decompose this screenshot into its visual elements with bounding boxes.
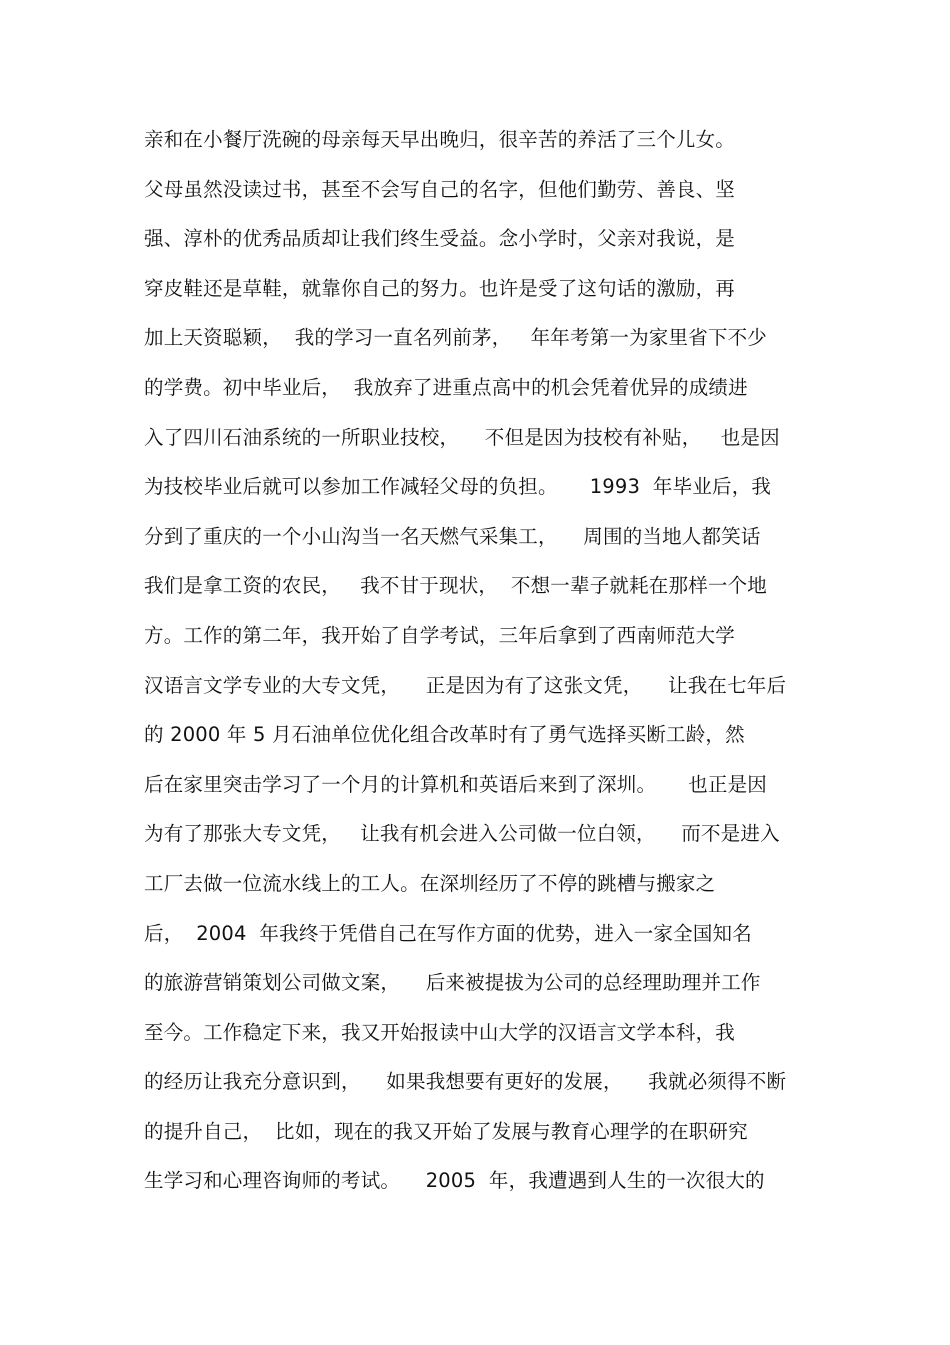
text-line: 为技校毕业后就可以参加工作减轻父母的负担。 1993 年毕业后，我 — [144, 475, 772, 499]
text-line: 汉语言文学专业的大专文凭， 正是因为有了这张文凭， 让我在七年后 — [144, 673, 787, 697]
text-line: 的旅游营销策划公司做文案， 后来被提拔为公司的总经理助理并工作 — [144, 971, 761, 995]
text-line: 我们是拿工资的农民， 我不甘于现状， 不想一辈子就耗在那样一个地 — [144, 574, 767, 598]
text-line: 后， 2004 年我终于凭借自己在写作方面的优势，进入一家全国知名 — [144, 921, 752, 945]
text-line: 的经历让我充分意识到， 如果我想要有更好的发展， 我就必须得不断 — [144, 1070, 787, 1094]
text-line: 加上天资聪颖， 我的学习一直名列前茅， 年年考第一为家里省下不少 — [144, 326, 767, 350]
text-line: 方。工作的第二年，我开始了自学考试，三年后拿到了西南师范大学 — [144, 623, 736, 647]
text-line: 至今。工作稳定下来，我又开始报读中山大学的汉语言文学本科，我 — [144, 1020, 736, 1044]
text-line: 父母虽然没读过书，甚至不会写自己的名字，但他们勤劳、善良、坚 — [144, 177, 736, 201]
text-line: 的 2000 年 5 月石油单位优化组合改革时有了勇气选择买断工龄，然 — [144, 723, 745, 747]
text-line: 生学习和心理咨询师的考试。 2005 年，我遭遇到人生的一次很大的 — [144, 1169, 765, 1193]
text-line: 亲和在小餐厅洗碗的母亲每天早出晚归，很辛苦的养活了三个儿女。 — [144, 128, 736, 151]
text-line: 入了四川石油系统的一所职业技校， 不但是因为技校有补贴， 也是因 — [144, 425, 780, 449]
text-line: 的学费。初中毕业后， 我放弃了进重点高中的机会凭着优异的成绩进 — [144, 375, 748, 399]
text-line: 工厂去做一位流水线上的工人。在深圳经历了不停的跳槽与搬家之 — [144, 871, 716, 895]
text-line: 的提升自己， 比如，现在的我又开始了发展与教育心理学的在职研究 — [144, 1119, 748, 1143]
text-line: 分到了重庆的一个小山沟当一名天燃气采集工， 周围的当地人都笑话 — [144, 524, 761, 548]
text-line: 穿皮鞋还是草鞋，就靠你自己的努力。也许是受了这句话的激励，再 — [144, 276, 736, 300]
text-line: 后在家里突击学习了一个月的计算机和英语后来到了深圳。 也正是因 — [144, 772, 767, 796]
text-line: 强、淳朴的优秀品质却让我们终生受益。念小学时，父亲对我说，是 — [144, 227, 736, 251]
body-text — [144, 122, 824, 1213]
text-line: 为有了那张大专文凭， 让我有机会进入公司做一位白领， 而不是进入 — [144, 822, 780, 846]
